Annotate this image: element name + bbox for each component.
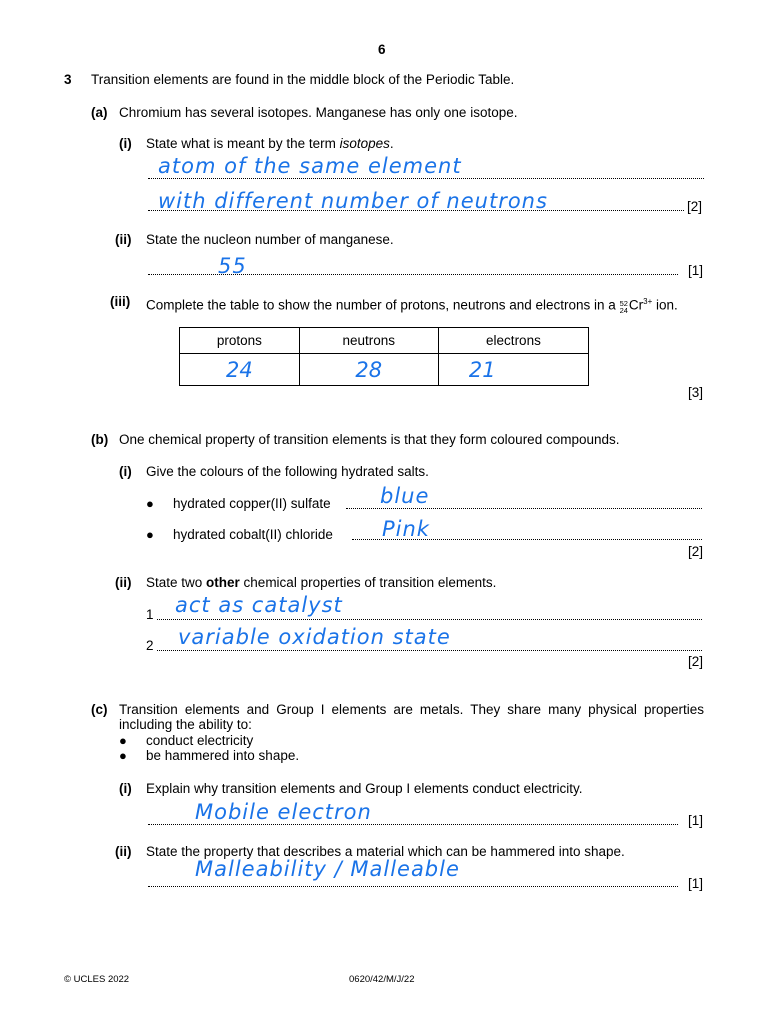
table-cell-neutrons bbox=[299, 354, 438, 386]
answer-line bbox=[148, 886, 678, 887]
part-c-ii-question: State the property that describes a material which can be hammered into shape. bbox=[146, 844, 625, 859]
mark-a-iii: [3] bbox=[688, 385, 704, 400]
mark-a-ii: [1] bbox=[688, 263, 704, 278]
answer-cobalt-colour: Pink bbox=[382, 517, 430, 541]
answer-protons: 24 bbox=[225, 357, 253, 382]
part-a-iii-label: (iii) bbox=[110, 294, 131, 309]
answer-line bbox=[148, 210, 684, 211]
answer-c-i: Mobile electron bbox=[195, 800, 372, 824]
page-number: 6 bbox=[378, 42, 386, 57]
answer-a-ii: 55 bbox=[218, 254, 247, 278]
ion-table bbox=[179, 327, 589, 386]
answer-number: 1 bbox=[146, 607, 154, 622]
part-b-i-label: (i) bbox=[119, 464, 132, 479]
answer-line bbox=[346, 508, 702, 509]
part-c-i-question: Explain why transition elements and Group I elements conduct electricity. bbox=[146, 781, 583, 796]
answer-line bbox=[352, 539, 702, 540]
part-b-ii-question: State two other chemical properties of transition elements. bbox=[146, 575, 497, 590]
bullet: ● bbox=[146, 527, 154, 542]
table-header: protons bbox=[180, 328, 300, 354]
bullet: ● bbox=[146, 496, 154, 511]
answer-number: 2 bbox=[146, 638, 154, 653]
answer-a-i-line1: atom of the same element bbox=[158, 154, 462, 178]
part-b-i-question: Give the colours of the following hydrated salts. bbox=[146, 464, 429, 479]
part-a-ii-question: State the nucleon number of manganese. bbox=[146, 232, 394, 247]
footer-paper-code: 0620/42/M/J/22 bbox=[349, 974, 415, 985]
part-a-iii-question: Complete the table to show the number of protons, neutrons and electrons in a 52 $24Cr^{3+}$ ion. bbox=[146, 297, 678, 315]
mark-b-i: [2] bbox=[688, 544, 704, 559]
part-a-i-question: State what is meant by the term isotopes. bbox=[146, 136, 394, 151]
mark-c-ii: [1] bbox=[688, 876, 704, 891]
mark-b-ii: [2] bbox=[688, 654, 704, 669]
part-a-stem: Chromium has several isotopes. Manganese has only one isotope. bbox=[119, 105, 518, 120]
answer-a-i-line2: with different number of neutrons bbox=[158, 189, 548, 213]
part-a-i-label: (i) bbox=[119, 136, 132, 151]
part-a-ii-label: (ii) bbox=[115, 232, 132, 247]
salt-cobalt-label: hydrated cobalt(II) chloride bbox=[173, 527, 333, 542]
part-c-stem-line1: Transition elements and Group I elements are metals. They share many physical properties bbox=[119, 702, 704, 717]
answer-line bbox=[157, 619, 702, 620]
question-stem: Transition elements are found in the middle block of the Periodic Table. bbox=[91, 72, 515, 87]
part-c-ii-label: (ii) bbox=[115, 844, 132, 859]
part-c-stem-line2: including the ability to: bbox=[119, 717, 252, 732]
part-c-i-label: (i) bbox=[119, 781, 132, 796]
part-a-label: (a) bbox=[91, 105, 108, 120]
answer-b-ii-1: act as catalyst bbox=[175, 593, 343, 617]
mark-c-i: [1] bbox=[688, 813, 704, 828]
answer-neutrons: 28 bbox=[355, 357, 383, 382]
answer-line bbox=[148, 824, 678, 825]
bullet: ● bbox=[119, 733, 127, 748]
mark-a-i: [2] bbox=[687, 199, 703, 214]
footer-copyright: © UCLES 2022 bbox=[64, 974, 130, 985]
answer-line bbox=[157, 650, 702, 651]
answer-copper-colour: blue bbox=[380, 484, 430, 508]
part-b-ii-label: (ii) bbox=[115, 575, 132, 590]
part-b-label: (b) bbox=[91, 432, 109, 447]
answer-line bbox=[148, 178, 704, 179]
part-b-stem: One chemical property of transition elements is that they form coloured compounds. bbox=[119, 432, 620, 447]
nuclide-numbers: 52 24 bbox=[619, 298, 628, 315]
answer-c-ii: Malleability / Malleable bbox=[195, 857, 460, 881]
part-c-label: (c) bbox=[91, 702, 108, 717]
table-cell-protons bbox=[180, 354, 300, 386]
answer-b-ii-2: variable oxidation state bbox=[178, 625, 451, 649]
part-c-bullet-2: be hammered into shape. bbox=[146, 748, 300, 763]
bullet: ● bbox=[119, 748, 127, 763]
answer-electrons: 21 bbox=[468, 357, 496, 382]
question-number: 3 bbox=[64, 72, 72, 87]
table-cell-electrons bbox=[438, 354, 588, 386]
part-c-bullet-1: conduct electricity bbox=[146, 733, 254, 748]
table-header: electrons bbox=[438, 328, 588, 354]
salt-copper-label: hydrated copper(II) sulfate bbox=[173, 496, 331, 511]
table-header: neutrons bbox=[299, 328, 438, 354]
answer-line bbox=[148, 274, 678, 275]
